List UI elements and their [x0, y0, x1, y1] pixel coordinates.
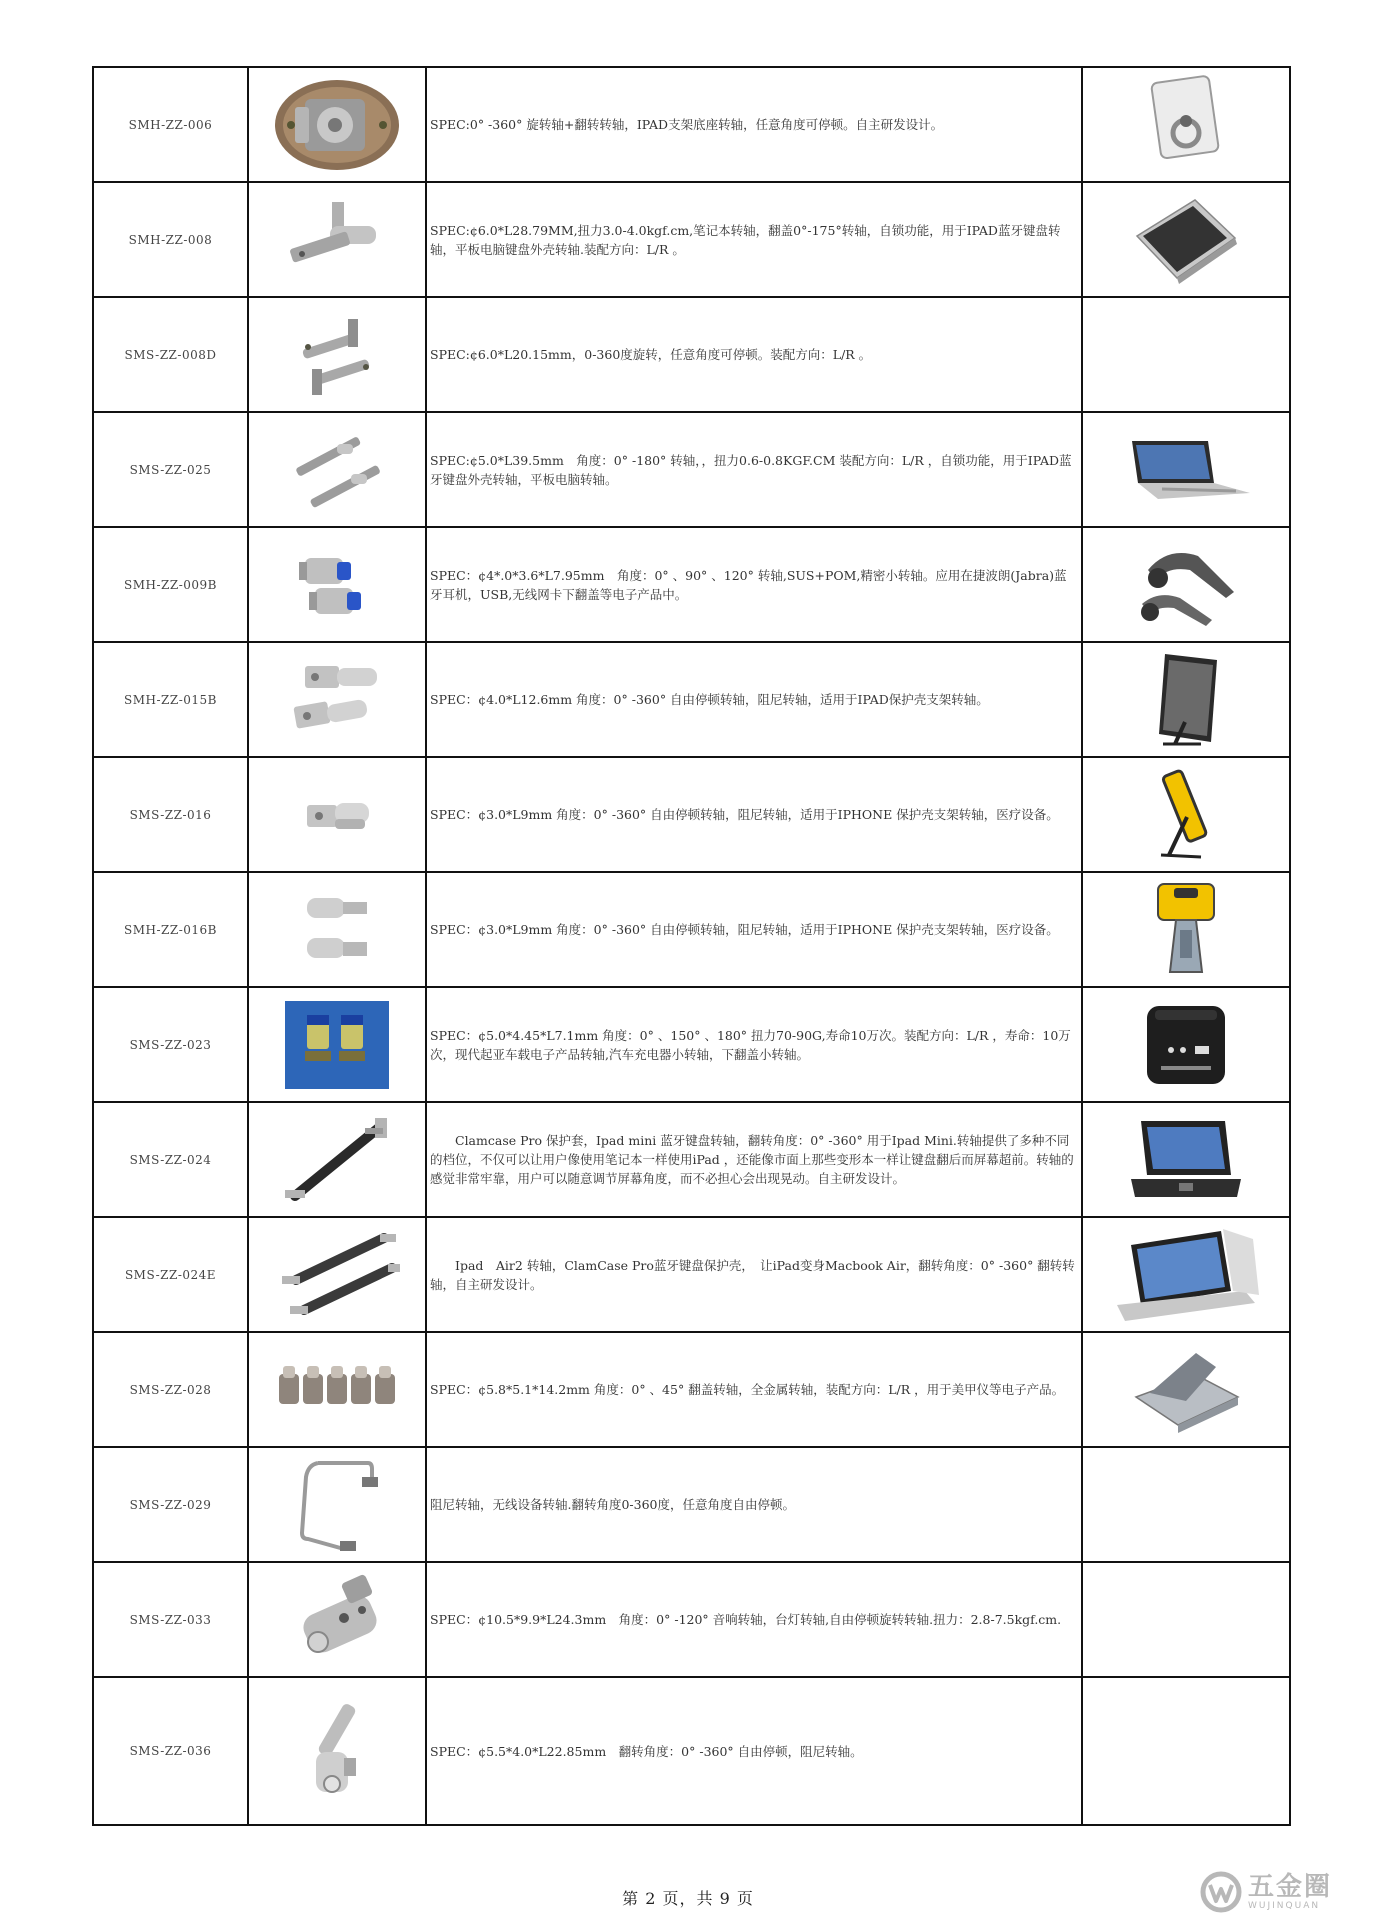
model-code: SMS-ZZ-024 [93, 1102, 248, 1217]
table-row [93, 1102, 1290, 1217]
ipad-mini-keyboard-icon [1083, 1117, 1289, 1203]
diagonal-rod-hinge-icon [249, 1112, 425, 1208]
car-charger-box-icon [1083, 1000, 1289, 1090]
tablet-keyboard-case-icon [1083, 196, 1289, 284]
spec-text: SPEC：¢5.0*4.45*L7.1mm 角度：0° 、150° 、180° 扭力70-90G,寿命10万次。装配方向：L/R ，寿命：10万次，现代起亚车载电子产品转轴,汽车充电器小转轴，下翻盖小转轴。 [426, 987, 1082, 1102]
table-row [93, 1562, 1290, 1677]
double-rod-hinge-icon [249, 1230, 425, 1320]
spec-text: Clamcase Pro 保护套，Ipad mini 蓝牙键盘转轴，翻转角度：0° -360° 用于Ipad Mini.转轴提供了多种不同的档位，不仅可以让用户像使用笔记本一样使用iPad ，还能像市面上那些变形本一样让键盘翻后而屏幕超前。转轴的感觉非常牢靠，用户可以随意调节屏幕角度，而不必担心会出现晃动。自主研发设计。 [426, 1102, 1082, 1217]
table-row [93, 872, 1290, 987]
table-row [93, 527, 1290, 642]
barrel-hinge-pair-icon [249, 890, 425, 970]
phone-case-yellow-icon [1083, 880, 1289, 980]
spec-text: SPEC：¢3.0*L9mm 角度：0° -360° 自由停顿转轴，阻尼转轴，适用于IPHONE 保护壳支架转轴，医疗设备。 [426, 872, 1082, 987]
spec-text: SPEC：¢5.5*4.0*L22.85mm 翻转角度：0° -360° 自由停顿，阻尼转轴。 [426, 1677, 1082, 1825]
mini-hinge-blue-icon [249, 548, 425, 622]
model-code: SMS-ZZ-029 [93, 1447, 248, 1562]
table-row [93, 182, 1290, 297]
spec-text: SPEC:¢5.0*L39.5mm 角度：0° -180° 转轴，，扭力0.6-0.8KGF.CM 装配方向：L/R ，自锁功能，用于IPAD蓝牙键盘外壳转轴，平板电脑转轴。 [426, 412, 1082, 527]
model-code: SMH-ZZ-015B [93, 642, 248, 757]
table-row [93, 642, 1290, 757]
model-code: SMS-ZZ-024E [93, 1217, 248, 1332]
bracket-hinge-icon [249, 200, 425, 280]
table-row [93, 1217, 1290, 1332]
metal-hinge-row-icon [249, 1360, 425, 1420]
logo-mark-icon [1200, 1871, 1242, 1913]
logo-sub-text: WUJINQUAN [1248, 1901, 1321, 1911]
phone-stand-yellow-icon [1083, 767, 1289, 863]
small-leaf-hinge-icon [249, 787, 425, 843]
model-code: SMS-ZZ-016 [93, 757, 248, 872]
model-code: SMH-ZZ-009B [93, 527, 248, 642]
table-row [93, 412, 1290, 527]
model-code: SMS-ZZ-025 [93, 412, 248, 527]
spec-text: SPEC：¢10.5*9.9*L24.3mm 角度：0° -120° 音响转轴，台灯转轴,自由停顿旋转转轴.扭力：2.8-7.5kgf.cm. [426, 1562, 1082, 1677]
bluetooth-headset-icon [1083, 540, 1289, 630]
spec-text: 阻尼转轴，无线设备转轴.翻转角度0-360度，任意角度自由停顿。 [426, 1447, 1082, 1562]
table-row [93, 67, 1290, 182]
product-table [92, 66, 1291, 1826]
tablet-stand-icon [1083, 650, 1289, 750]
ipad-air-clamcase-icon [1083, 1225, 1289, 1325]
page-number: 第 2 页，共 9 页 [622, 1889, 754, 1908]
model-code: SMS-ZZ-033 [93, 1562, 248, 1677]
logo-brand-text: 五金圈 [1248, 1872, 1333, 1902]
model-code: SMH-ZZ-016B [93, 872, 248, 987]
long-hinge-pair-icon [249, 430, 425, 510]
wire-bracket-hinge-icon [249, 1453, 425, 1557]
ipad-ring-stand-icon [1083, 75, 1289, 175]
spec-text: SPEC:¢6.0*L28.79MM,扭力3.0-4.0kgf.cm,笔记本转轴，翻盖0°-175°转轴，自锁功能，用于IPAD蓝牙键盘转轴，平板电脑键盘外壳转轴.装配方向：L/R 。 [426, 182, 1082, 297]
hinge-pair-icon [249, 313, 425, 397]
table-row [93, 987, 1290, 1102]
model-code: SMH-ZZ-008 [93, 182, 248, 297]
table-row [93, 1447, 1290, 1562]
spec-text: SPEC：¢4.0*L12.6mm 角度：0° -360° 自由停顿转轴，阻尼转轴，适用于IPAD保护壳支架转轴。 [426, 642, 1082, 757]
spec-text: SPEC:¢6.0*L20.15mm，0-360度旋转，任意角度可停顿。装配方向：L/R 。 [426, 297, 1082, 412]
brand-logo [1200, 1868, 1368, 1916]
leaf-hinge-pair-icon [249, 660, 425, 740]
spec-text: SPEC：¢4*.0*3.6*L7.95mm 角度：0° 、90° 、120° 转轴,SUS+POM,精密小转轴。应用在捷波朗(Jabra)蓝牙耳机，USB,无线网卡下翻盖等电子产品中。 [426, 527, 1082, 642]
cylinder-hinge-icon [249, 1570, 425, 1670]
round-base-hinge-icon [249, 77, 425, 173]
angled-pin-hinge-icon [249, 1696, 425, 1806]
model-code: SMS-ZZ-036 [93, 1677, 248, 1825]
table-row [93, 757, 1290, 872]
spec-text: SPEC：¢5.8*5.1*14.2mm 角度：0° 、45° 翻盖转轴，全金属转轴，装配方向：L/R ，用于美甲仪等电子产品。 [426, 1332, 1082, 1447]
model-code: SMS-ZZ-023 [93, 987, 248, 1102]
ipad-keyboard-icon [1083, 435, 1289, 505]
spec-text: Ipad Air2 转轴，ClamCase Pro蓝牙键盘保护壳， 让iPad变身Macbook Air，翻转角度：0° -360° 翻转转轴，自主研发设计。 [426, 1217, 1082, 1332]
table-row [93, 297, 1290, 412]
table-row [93, 1332, 1290, 1447]
model-code: SMS-ZZ-028 [93, 1332, 248, 1447]
model-code: SMH-ZZ-006 [93, 67, 248, 182]
model-code: SMS-ZZ-008D [93, 297, 248, 412]
spec-text: SPEC:0° -360° 旋转轴+翻转转轴，IPAD支架底座转轴，任意角度可停顿。自主研发设计。 [426, 67, 1082, 182]
blue-photo-hinges-icon [249, 1001, 425, 1089]
spec-text: SPEC：¢3.0*L9mm 角度：0° -360° 自由停顿转轴，阻尼转轴，适用于IPHONE 保护壳支架转轴，医疗设备。 [426, 757, 1082, 872]
table-row [93, 1677, 1290, 1825]
silver-device-icon [1083, 1345, 1289, 1435]
